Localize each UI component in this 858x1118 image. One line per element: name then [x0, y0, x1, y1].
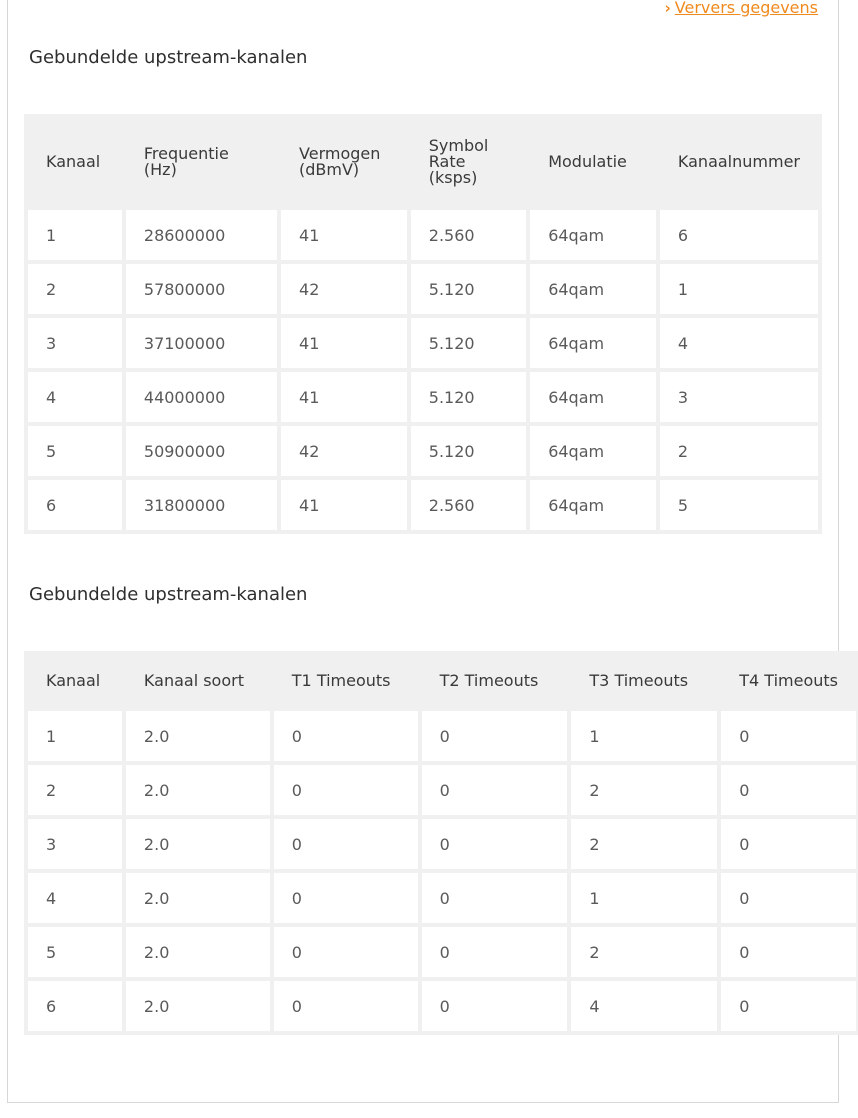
column-header: Frequentie (Hz) [126, 118, 277, 206]
table-cell: 2.0 [126, 981, 270, 1031]
column-header: Kanaal soort [126, 655, 270, 707]
table-cell: 6 [28, 981, 122, 1031]
table-cell: 3 [28, 318, 122, 368]
table-cell: 5.120 [411, 264, 526, 314]
table-row [28, 765, 856, 815]
table-row [28, 426, 818, 476]
column-header: Kanaalnummer [660, 118, 818, 206]
table-cell: 4 [28, 873, 122, 923]
table-cell: 0 [422, 873, 568, 923]
table-cell: 0 [274, 711, 418, 761]
column-header: T4 Timeouts [721, 655, 856, 707]
table-cell: 5 [28, 927, 122, 977]
table-cell: 0 [721, 981, 856, 1031]
table-cell: 0 [721, 819, 856, 869]
table-cell: 31800000 [126, 480, 277, 530]
table-cell: 1 [28, 711, 122, 761]
table-cell: 2 [28, 264, 122, 314]
upstream-channels-table [24, 114, 822, 534]
table-row [28, 711, 856, 761]
table-cell: 2 [28, 765, 122, 815]
upstream-channels-title: Gebundelde upstream-kanalen [29, 47, 308, 68]
table-cell: 4 [660, 318, 818, 368]
table-cell: 64qam [530, 372, 656, 422]
table-cell: 0 [274, 819, 418, 869]
table-cell: 64qam [530, 318, 656, 368]
table-cell: 2 [571, 927, 717, 977]
table-cell: 0 [422, 927, 568, 977]
table-cell: 44000000 [126, 372, 277, 422]
table-cell: 0 [721, 927, 856, 977]
column-header: Vermogen (dBmV) [281, 118, 407, 206]
table-row [28, 210, 818, 260]
upstream-timeouts-table [24, 651, 858, 1035]
table-row [28, 372, 818, 422]
chevron-right-icon: › [664, 0, 671, 17]
table-cell: 0 [721, 765, 856, 815]
table-row [28, 981, 856, 1031]
table-cell: 2.560 [411, 210, 526, 260]
table-cell: 0 [274, 981, 418, 1031]
table-cell: 6 [660, 210, 818, 260]
table-row [28, 264, 818, 314]
table-cell: 2.0 [126, 927, 270, 977]
column-header: T3 Timeouts [571, 655, 717, 707]
table-cell: 2.0 [126, 873, 270, 923]
table-cell: 41 [281, 480, 407, 530]
table-cell: 41 [281, 372, 407, 422]
table-cell: 0 [274, 765, 418, 815]
table-cell: 42 [281, 426, 407, 476]
table-cell: 2 [571, 819, 717, 869]
upstream-timeouts-title: Gebundelde upstream-kanalen [29, 584, 308, 605]
table-cell: 0 [422, 981, 568, 1031]
table-cell: 5.120 [411, 372, 526, 422]
column-header: T2 Timeouts [422, 655, 568, 707]
table-cell: 6 [28, 480, 122, 530]
table-cell: 5 [660, 480, 818, 530]
table-row [28, 819, 856, 869]
column-header: Kanaal [28, 655, 122, 707]
table-cell: 0 [721, 711, 856, 761]
table-cell: 28600000 [126, 210, 277, 260]
table-cell: 57800000 [126, 264, 277, 314]
table-cell: 0 [721, 873, 856, 923]
table-cell: 2 [571, 765, 717, 815]
table-cell: 41 [281, 318, 407, 368]
column-header: T1 Timeouts [274, 655, 418, 707]
table-cell: 1 [28, 210, 122, 260]
table-cell: 1 [571, 873, 717, 923]
table-cell: 4 [28, 372, 122, 422]
table-header-row [28, 655, 856, 707]
table-row [28, 318, 818, 368]
table-cell: 42 [281, 264, 407, 314]
table-cell: 3 [660, 372, 818, 422]
table-cell: 5.120 [411, 318, 526, 368]
table-row [28, 873, 856, 923]
table-cell: 41 [281, 210, 407, 260]
table-cell: 2.0 [126, 765, 270, 815]
column-header: Symbol Rate (ksps) [411, 118, 526, 206]
table-cell: 0 [422, 765, 568, 815]
table-header-row [28, 118, 818, 206]
table-cell: 2.0 [126, 819, 270, 869]
table-cell: 64qam [530, 426, 656, 476]
table-cell: 0 [422, 819, 568, 869]
table-cell: 50900000 [126, 426, 277, 476]
table-cell: 2 [660, 426, 818, 476]
table-cell: 64qam [530, 264, 656, 314]
table-cell: 3 [28, 819, 122, 869]
column-header: Kanaal [28, 118, 122, 206]
table-cell: 1 [660, 264, 818, 314]
table-cell: 64qam [530, 210, 656, 260]
table-cell: 0 [274, 873, 418, 923]
refresh-link-container [665, 0, 818, 17]
table-row [28, 480, 818, 530]
table-cell: 64qam [530, 480, 656, 530]
table-cell: 5 [28, 426, 122, 476]
table-cell: 5.120 [411, 426, 526, 476]
table-cell: 2.560 [411, 480, 526, 530]
table-row [28, 927, 856, 977]
table-cell: 0 [274, 927, 418, 977]
refresh-data-link[interactable]: Ververs gegevens [674, 0, 818, 17]
column-header: Modulatie [530, 118, 656, 206]
table-cell: 0 [422, 711, 568, 761]
table-cell: 4 [571, 981, 717, 1031]
table-cell: 2.0 [126, 711, 270, 761]
table-cell: 1 [571, 711, 717, 761]
table-cell: 37100000 [126, 318, 277, 368]
